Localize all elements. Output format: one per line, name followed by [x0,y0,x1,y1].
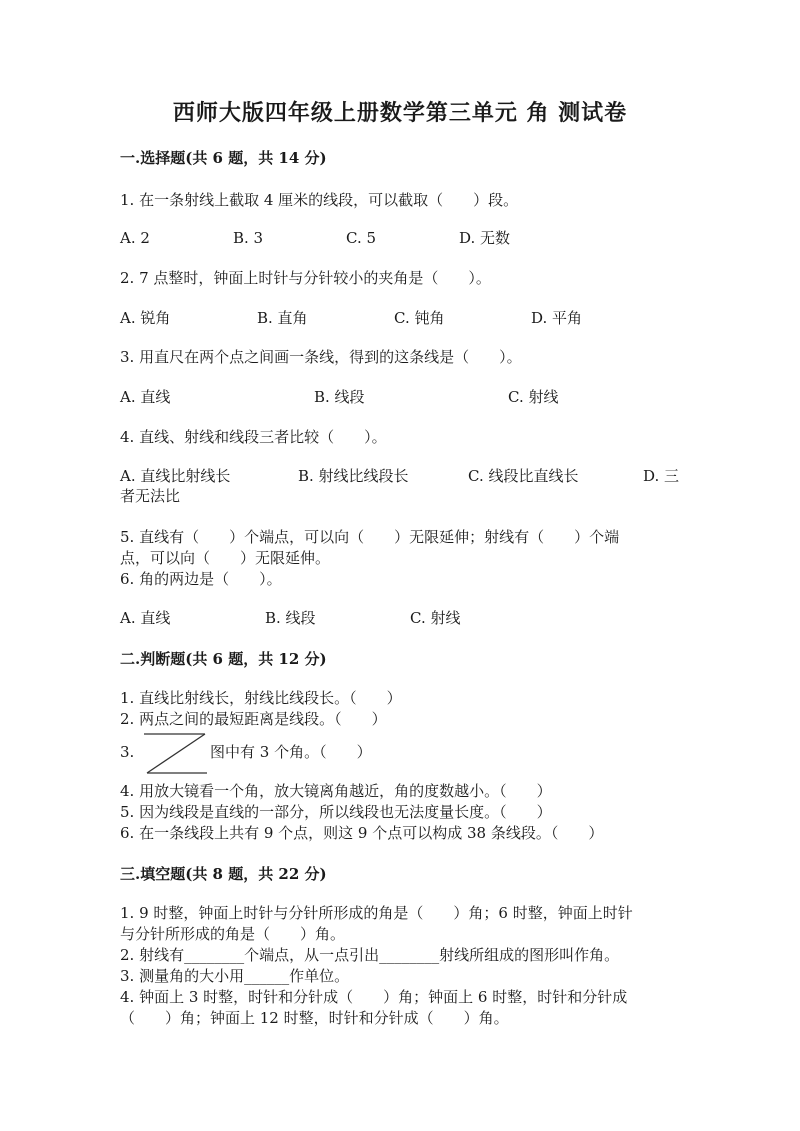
question-text: 2. 射线有________个端点，从一点引出________射线所组成的图形叫作角。 [120,946,620,964]
question-text-cont: （ ）角；钟面上 12 时整，时针和分针成（ ）角。 [120,1009,509,1027]
question-text: 图中有 3 个角。（ ） [210,743,372,761]
question-text: 2. 7 点整时，钟面上时针与分针较小的夹角是（ ）。 [120,269,491,287]
question-text: 1. 在一条射线上截取 4 厘米的线段，可以截取（ ）段。 [120,191,519,209]
option-c: C. 钝角 [394,309,445,327]
question-text: 1. 直线比射线长，射线比线段长。（ ） [120,689,402,707]
option-d-wrap: 者无法比 [120,487,181,505]
option-b: B. 3 [233,229,264,247]
option-c: C. 射线 [410,609,461,627]
section-heading-choice: 一.选择题(共 6 题，共 14 分) [120,149,327,167]
option-b: B. 线段 [265,609,316,627]
option-a: A. 直线 [120,388,171,406]
page-title: 西师大版四年级上册数学第三单元 角 测试卷 [172,100,628,126]
option-a: A. 2 [120,229,150,247]
section-heading-judge: 二.判断题(共 6 题，共 12 分) [120,650,327,668]
option-a: A. 直线 [120,609,171,627]
question-text: 5. 直线有（ ）个端点，可以向（ ）无限延伸；射线有（ ）个端 [120,528,620,546]
question-text: 6. 角的两边是（ ）。 [120,570,282,588]
option-c: C. 线段比直线长 [468,467,579,485]
option-a: A. 直线比射线长 [120,467,231,485]
angle-figure [143,733,209,775]
figure-diagonal-line [147,734,205,773]
option-b: B. 直角 [257,309,308,327]
question-text: 6. 在一条线段上共有 9 个点，则这 9 个点可以构成 38 条线段。（ ） [120,824,604,842]
option-a: A. 锐角 [120,309,171,327]
question-text-cont: 与分针所形成的角是（ ）角。 [120,925,346,943]
section-heading-fill: 三.填空题(共 8 题，共 22 分) [120,865,327,883]
question-text: 2. 两点之间的最短距离是线段。（ ） [120,710,387,728]
question-text: 4. 钟面上 3 时整，时针和分针成（ ）角；钟面上 6 时整，时针和分针成 [120,988,628,1006]
question-text: 4. 用放大镜看一个角，放大镜离角越近，角的度数越小。（ ） [120,782,552,800]
option-d: D. 无数 [459,229,511,247]
question-text: 4. 直线、射线和线段三者比较（ ）。 [120,428,387,446]
question-text: 1. 9 时整，钟面上时针与分针所形成的角是（ ）角；6 时整，钟面上时针 [120,904,633,922]
option-c: C. 5 [346,229,377,247]
option-c: C. 射线 [508,388,559,406]
option-b: B. 线段 [314,388,365,406]
question-number: 3. [120,743,135,761]
question-text-cont: 点，可以向（ ）无限延伸。 [120,549,331,567]
question-text: 3. 用直尺在两个点之间画一条线，得到的这条线是（ ）。 [120,348,522,366]
question-text: 5. 因为线段是直线的一部分，所以线段也无法度量长度。（ ） [120,803,552,821]
option-d: D. 三 [643,467,680,485]
option-b: B. 射线比线段长 [298,467,409,485]
option-d: D. 平角 [531,309,583,327]
question-text: 3. 测量角的大小用______作单位。 [120,967,350,985]
